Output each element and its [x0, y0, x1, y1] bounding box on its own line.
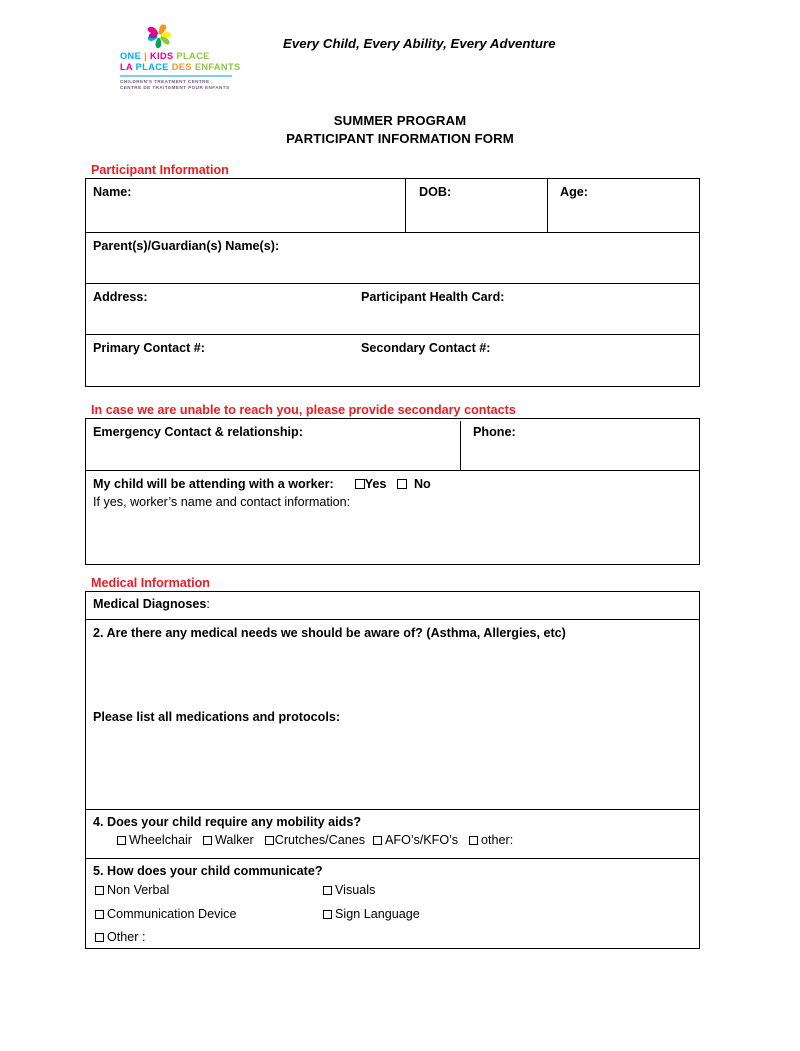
mobility-options-row: [117, 833, 524, 847]
checkbox-label-wheelchair: Wheelchair: [129, 833, 192, 847]
header-tagline: Every Child, Every Ability, Every Adventure: [283, 36, 556, 51]
checkbox-communicate-other[interactable]: [95, 933, 104, 942]
checkbox-worker-yes[interactable]: [355, 479, 365, 489]
pinwheel-logo-icon: [142, 24, 176, 50]
communicate-option-visuals[interactable]: [323, 883, 375, 897]
mobility-option-other[interactable]: [469, 833, 513, 847]
checkbox-label-afo-kfo: AFO’s/KFO’s: [385, 833, 459, 847]
logo-word-la: LA: [120, 62, 133, 72]
mobility-option-afo-kfo[interactable]: [373, 833, 458, 847]
table-row: [86, 179, 699, 233]
logo-word-des: DES: [171, 62, 192, 72]
checkbox-worker-no[interactable]: [397, 479, 407, 489]
field-label-secondary-contact: Secondary Contact #:: [361, 341, 491, 355]
table-row: [86, 233, 699, 284]
communicate-option-sign-language[interactable]: [323, 907, 420, 921]
field-label-guardian-names: Parent(s)/Guardian(s) Name(s):: [93, 239, 280, 253]
column-divider-dob: [405, 179, 406, 232]
checkbox-label-non-verbal: Non Verbal: [107, 883, 170, 897]
field-label-communicate-question: 5. How does your child communicate?: [93, 864, 323, 878]
mobility-option-wheelchair[interactable]: [117, 833, 192, 847]
field-label-primary-contact: Primary Contact #:: [93, 341, 205, 355]
checkbox-label-sign-language: Sign Language: [335, 907, 420, 921]
communicate-option-non-verbal[interactable]: [95, 883, 169, 897]
table-row: [86, 592, 699, 620]
checkbox-walker[interactable]: [203, 836, 212, 845]
field-label-dob: DOB:: [419, 185, 452, 199]
field-label-worker-question: [93, 477, 431, 491]
column-divider-age: [547, 179, 548, 232]
section-heading-secondary-contacts: In case we are unable to reach you, please provide secondary contacts: [91, 403, 516, 417]
logo-divider-bar: |: [144, 51, 148, 61]
logo-word-one: ONE: [120, 51, 142, 61]
column-divider-phone: [460, 421, 461, 470]
table-row: [86, 620, 699, 810]
section-heading-medical-information: Medical Information: [91, 576, 210, 590]
emergency-contact-table: [85, 418, 700, 565]
checkbox-communication-device[interactable]: [95, 910, 104, 919]
participant-information-table: [85, 178, 700, 387]
logo-line-one: [120, 51, 245, 62]
logo-word-place: PLACE: [176, 51, 210, 61]
table-row: [86, 471, 699, 564]
field-label-mobility-question: 4. Does your child require any mobility aids?: [93, 815, 362, 829]
table-row: [86, 859, 699, 948]
field-label-medical-needs-question: 2. Are there any medical needs we should be aware of? (Asthma, Allergies, etc): [93, 626, 566, 640]
checkbox-label-worker-no: No: [413, 477, 431, 491]
field-label-participant-health-card: Participant Health Card:: [361, 290, 505, 304]
title-line-two: PARTICIPANT INFORMATION FORM: [286, 130, 514, 146]
mobility-option-walker[interactable]: [203, 833, 254, 847]
field-label-medical-diagnoses: [93, 597, 210, 611]
medical-information-table: [85, 591, 700, 949]
logo-tagline-english: CHILDREN'S TREATMENT CENTRE: [120, 78, 210, 84]
checkbox-label-worker-yes: Yes: [364, 477, 387, 491]
checkbox-wheelchair[interactable]: [117, 836, 126, 845]
page-title: [0, 112, 800, 147]
checkbox-afo-kfo[interactable]: [373, 836, 382, 845]
field-label-emergency-contact: Emergency Contact & relationship:: [93, 425, 303, 439]
organization-logo: [120, 24, 245, 91]
checkbox-crutches-canes[interactable]: [265, 836, 274, 845]
checkbox-visuals[interactable]: [323, 886, 332, 895]
checkbox-label-communication-device: Communication Device: [107, 907, 237, 921]
mobility-option-crutches-canes[interactable]: [265, 833, 365, 847]
checkbox-label-visuals: Visuals: [335, 883, 376, 897]
logo-underline-rule: [120, 75, 232, 77]
field-label-name: Name:: [93, 185, 132, 199]
medical-diagnoses-text: Medical Diagnoses: [93, 597, 207, 611]
logo-word-place-fr: PLACE: [135, 62, 169, 72]
logo-word-kids: KIDS: [150, 51, 174, 61]
table-row: [86, 810, 699, 859]
page-header: [0, 0, 800, 92]
table-row: [86, 419, 699, 471]
field-label-medications: Please list all medications and protocols:: [93, 710, 341, 724]
logo-word-enfants: ENFANTS: [194, 62, 241, 72]
communicate-option-communication-device[interactable]: [95, 907, 237, 921]
title-line-one: SUMMER PROGRAM: [333, 113, 467, 128]
checkbox-label-mobility-other: other:: [481, 833, 514, 847]
field-label-worker-followup: If yes, worker’s name and contact information:: [93, 495, 351, 509]
field-label-phone: Phone:: [473, 425, 516, 439]
table-row: [86, 284, 699, 335]
checkbox-mobility-other[interactable]: [469, 836, 478, 845]
communicate-option-other[interactable]: [95, 930, 146, 944]
field-label-age: Age:: [560, 185, 588, 199]
field-label-address: Address:: [93, 290, 148, 304]
section-heading-participant-information: Participant Information: [91, 163, 229, 177]
logo-tagline-french: CENTRE DE TRAITEMENT POUR ENFANTS: [120, 84, 230, 90]
checkbox-label-crutches-canes: Crutches/Canes: [274, 833, 366, 847]
table-row: [86, 335, 699, 386]
checkbox-label-walker: Walker: [215, 833, 254, 847]
checkbox-label-communicate-other: Other :: [107, 930, 146, 944]
checkbox-sign-language[interactable]: [323, 910, 332, 919]
medical-diagnoses-colon: :: [206, 597, 210, 611]
logo-line-two: [120, 62, 245, 73]
checkbox-non-verbal[interactable]: [95, 886, 104, 895]
worker-question-text: My child will be attending with a worker:: [93, 477, 334, 491]
